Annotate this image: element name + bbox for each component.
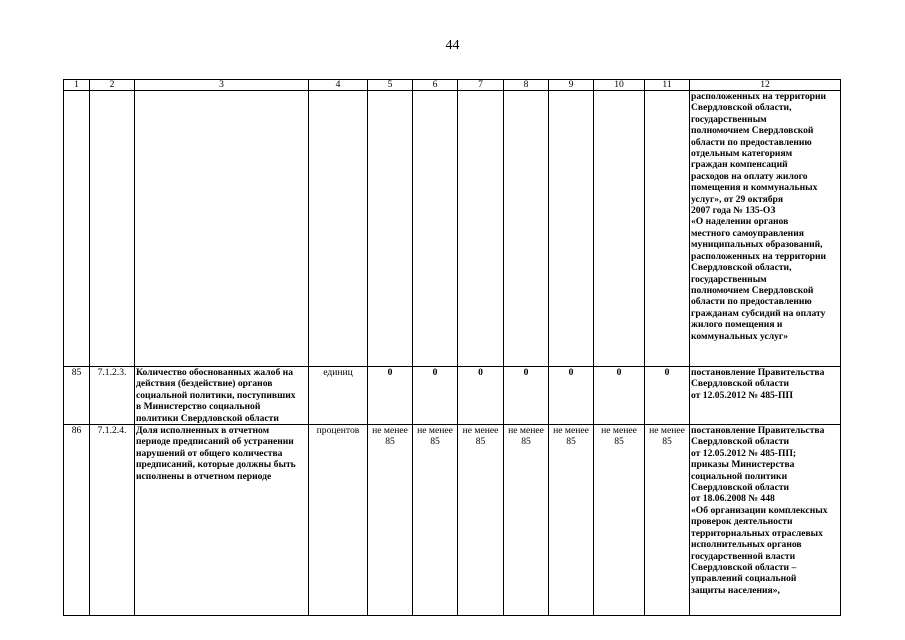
row-code — [90, 91, 135, 367]
column-number-header — [64, 80, 841, 91]
value-cell: не менее 85 — [645, 425, 690, 616]
table-row — [64, 425, 841, 616]
value-cell: 0 — [368, 367, 413, 425]
header-cell: 10 — [594, 80, 645, 91]
value-cell: не менее 85 — [413, 425, 458, 616]
table-row — [64, 367, 841, 425]
value-cell: не менее 85 — [549, 425, 594, 616]
value-cell — [368, 91, 413, 367]
value-cell: 0 — [504, 367, 549, 425]
unit — [309, 91, 368, 367]
source-document: постановление Правительства Свердловской области от 12.05.2012 № 485-ПП — [690, 367, 841, 425]
row-number — [64, 91, 90, 367]
value-cell: не менее 85 — [504, 425, 549, 616]
value-cell: 0 — [458, 367, 504, 425]
indicator-name — [135, 91, 309, 367]
header-cell: 11 — [645, 80, 690, 91]
value-cell: не менее 85 — [368, 425, 413, 616]
indicator-name: Доля исполненных в отчетном периоде предписаний об устранении нарушений от общего количества предписаний, которые должны быть исполнены в отчетном периоде — [135, 425, 309, 616]
header-cell: 6 — [413, 80, 458, 91]
source-document: расположенных на территории Свердловской области, государственным полномочием Свердловской области по предоставлению отдельным категориям граждан компенсаций расходов на оплату жилого помещения и коммунальных услуг», от 29 октября 2007 года № 135-ОЗ «О наделении органов местного самоуправления муниципальных образований, расположенных на территории Свердловской области, государственным полномочием Свердловской области по предоставлению гражданам субсидий на оплату жилого помещения и коммунальных услуг» — [690, 91, 841, 367]
value-cell: 0 — [645, 367, 690, 425]
source-document: постановление Правительства Свердловской области от 12.05.2012 № 485-ПП; приказы Министерства социальной политики Свердловской области от 18.06.2008 № 448 «Об организации комплексных проверок деятельности территориальных отраслевых исполнительных органов государственной власти Свердловской области – управлений социальной защиты населения», — [690, 425, 841, 616]
header-cell: 5 — [368, 80, 413, 91]
header-cell: 7 — [458, 80, 504, 91]
value-cell: не менее 85 — [594, 425, 645, 616]
row-number: 85 — [64, 367, 90, 425]
value-cell — [504, 91, 549, 367]
header-cell: 4 — [309, 80, 368, 91]
header-cell: 12 — [690, 80, 841, 91]
value-cell: 0 — [594, 367, 645, 425]
indicator-name: Количество обоснованных жалоб на действия (бездействие) органов социальной политики, поступивших в Министерство социальной политики Свердловской области — [135, 367, 309, 425]
table-row — [64, 91, 841, 367]
page-number: 44 — [445, 38, 460, 53]
header-cell: 9 — [549, 80, 594, 91]
unit: процентов — [309, 425, 368, 616]
header-cell: 3 — [135, 80, 309, 91]
value-cell — [413, 91, 458, 367]
value-cell — [458, 91, 504, 367]
header-cell: 1 — [64, 80, 90, 91]
value-cell — [549, 91, 594, 367]
value-cell: 0 — [413, 367, 458, 425]
row-code: 7.1.2.4. — [90, 425, 135, 616]
value-cell: 0 — [549, 367, 594, 425]
value-cell: не менее 85 — [458, 425, 504, 616]
value-cell — [645, 91, 690, 367]
header-cell: 2 — [90, 80, 135, 91]
value-cell — [594, 91, 645, 367]
row-code: 7.1.2.3. — [90, 367, 135, 425]
header-cell: 8 — [504, 80, 549, 91]
unit: единиц — [309, 367, 368, 425]
indicators-table — [63, 79, 841, 616]
row-number: 86 — [64, 425, 90, 616]
